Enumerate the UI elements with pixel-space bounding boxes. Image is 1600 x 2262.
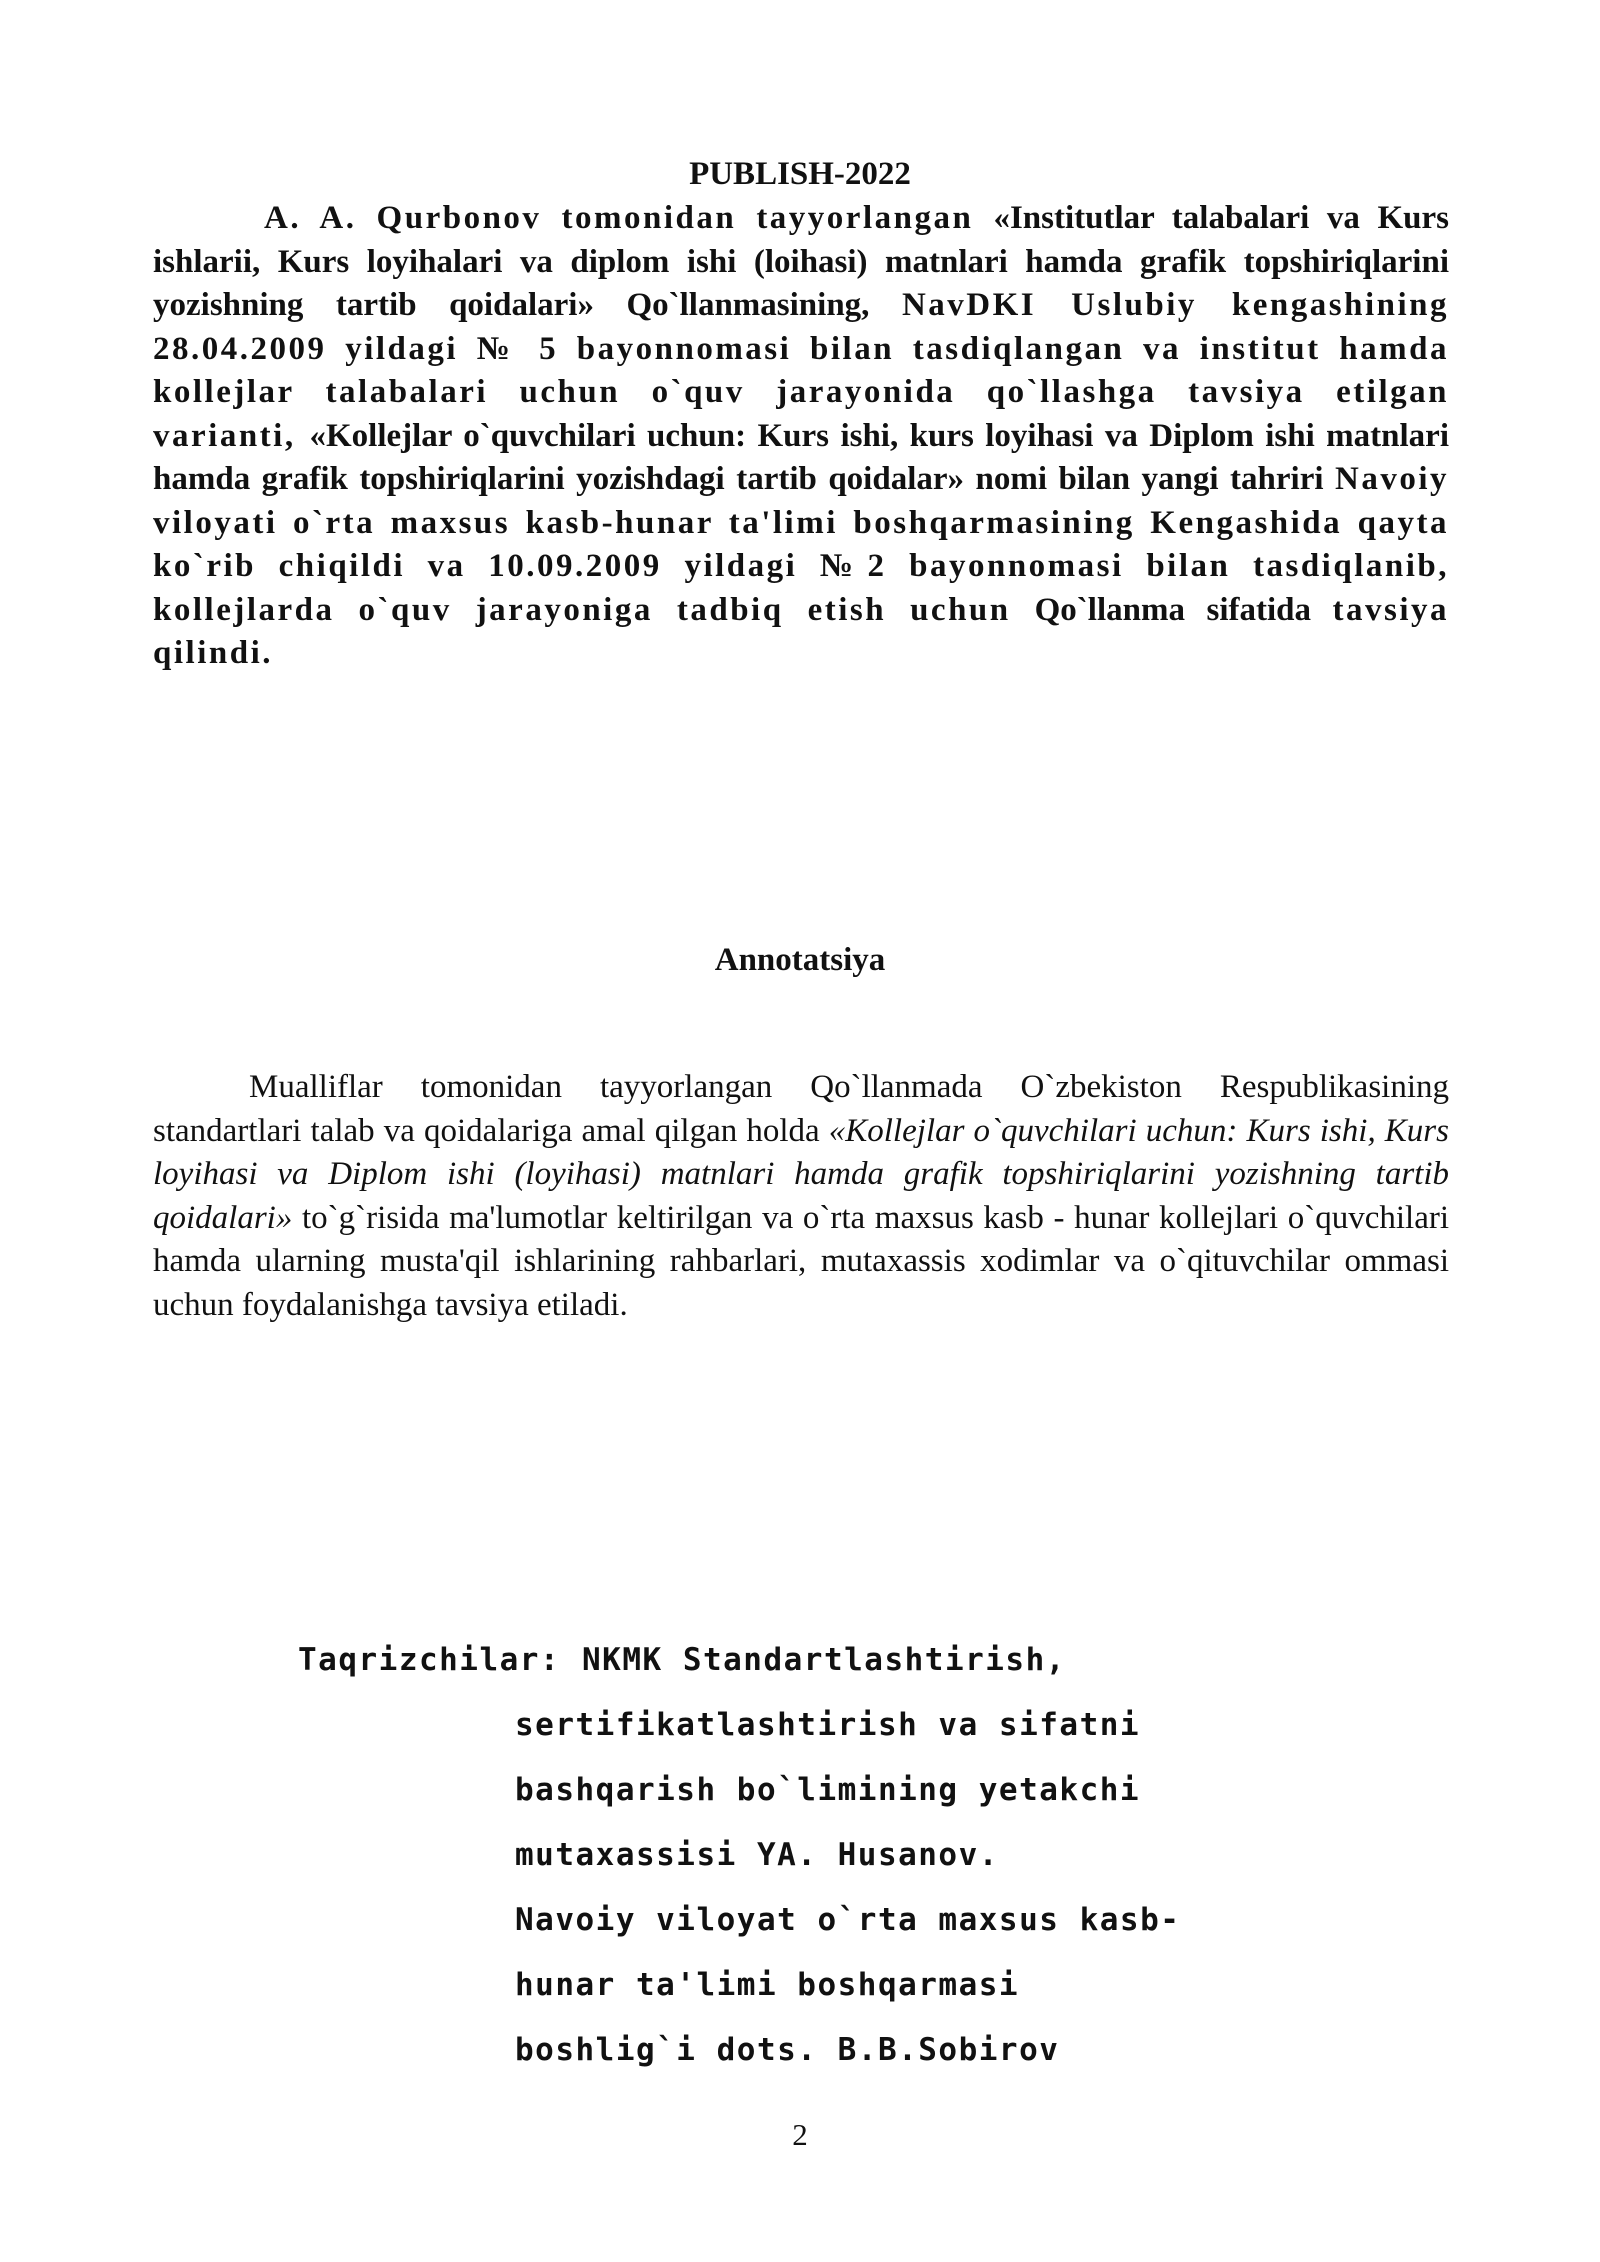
intro-recommended: tavsiya qilindi bbox=[153, 591, 1449, 671]
annotation-paragraph bbox=[153, 1066, 1449, 1327]
reviewer-line: boshlig`i dots. B.B.Sobirov bbox=[515, 2032, 1060, 2068]
reviewer-text: NKMK Standartlashtirish, bbox=[582, 1642, 1066, 1678]
annotation-text-after: to`g`risida ma'lumotlar keltirilgan va o`rta maxsus kasb - hunar kollejlari o`quvchilari hamda ularning musta'qil ishlarining rahbarlari, mutaxassis xodimlar va o`qituvchilar ommasi uchun foydalanishga tavsiya etiladi. bbox=[153, 1199, 1449, 1323]
reviewer-line: sertifikatlashtirish va sifatni bbox=[515, 1707, 1141, 1743]
intro-manual-label: Qo`llanma sifatida bbox=[1034, 591, 1333, 628]
intro-manual-title: «Institutlar talabalari va Kurs ishlarii, Kurs loyihalari va diplom ishi (loihasi) matnlari hamda grafik topshiriqlarini yozishning tartib qoidalari» Qo`llanmasining, bbox=[153, 200, 1449, 323]
intro-author: A. A. Qurbonov tomonidan tayyorlangan bbox=[264, 200, 994, 236]
reviewer-line: bashqarish bo`limining yetakchi bbox=[515, 1772, 1141, 1808]
publication-title: PUBLISH-2022 bbox=[689, 156, 911, 192]
reviewer-line: Navoiy viloyat o`rta maxsus kasb- bbox=[515, 1902, 1181, 1938]
reviewers-block bbox=[298, 1628, 1298, 2083]
reviewer-line: mutaxassisi YA. Husanov. bbox=[515, 1837, 999, 1873]
page-number: 2 bbox=[792, 2117, 808, 2152]
annotation-text-before: Mualliflar tomonidan tayyorlangan Qo`llanmada O`zbekiston Respublikasining standartlari talab va qoidalariga amal qilgan holda bbox=[153, 1069, 1449, 1149]
reviewer-line: hunar ta'limi boshqarmasi bbox=[515, 1967, 1020, 2003]
intro-paragraph bbox=[153, 197, 1449, 676]
intro-new-edition-title: «Kollejlar o`quvchilari uchun: Kurs ishi, kurs loyihasi va Diplom ishi matnlari hamda grafik topshiriqlarini yozishdagi tartib qoidalar» nomi bilan yangi tahriri bbox=[153, 417, 1449, 497]
annotation-heading: Annotatsiya bbox=[714, 942, 886, 978]
intro-review: Navoiy viloyati o`rta maxsus kasb-hunar ta'limi boshqarmasining Kengashida qayta ko`rib chiqildi va 10.09.2009 yildagi №2 bayonnomasi bilan tasdiqlanib, kollejlarda o`quv jarayoniga tadbiq etish uchun bbox=[153, 461, 1449, 628]
annotation-italic-title: «Kollejlar o`quvchilari uchun: Kurs ishi, Kurs loyihasi va Diplom ishi (loyihasi) matnlari hamda grafik topshiriqlarini yozishning tartib qoidalari» bbox=[153, 1112, 1449, 1236]
intro-period: . bbox=[262, 635, 271, 671]
reviewer-line bbox=[298, 1628, 1298, 1693]
reviewers-label: Taqrizchilar: bbox=[298, 1642, 561, 1678]
intro-approval: NavDKI Uslubiy kengashining 28.04.2009 yildagi № 5 bayonnomasi bilan tasdiqlangan va institut hamda kollejlar talabalari uchun o`quv jarayonida qo`llashga tavsiya etilgan varianti, bbox=[153, 287, 1449, 454]
